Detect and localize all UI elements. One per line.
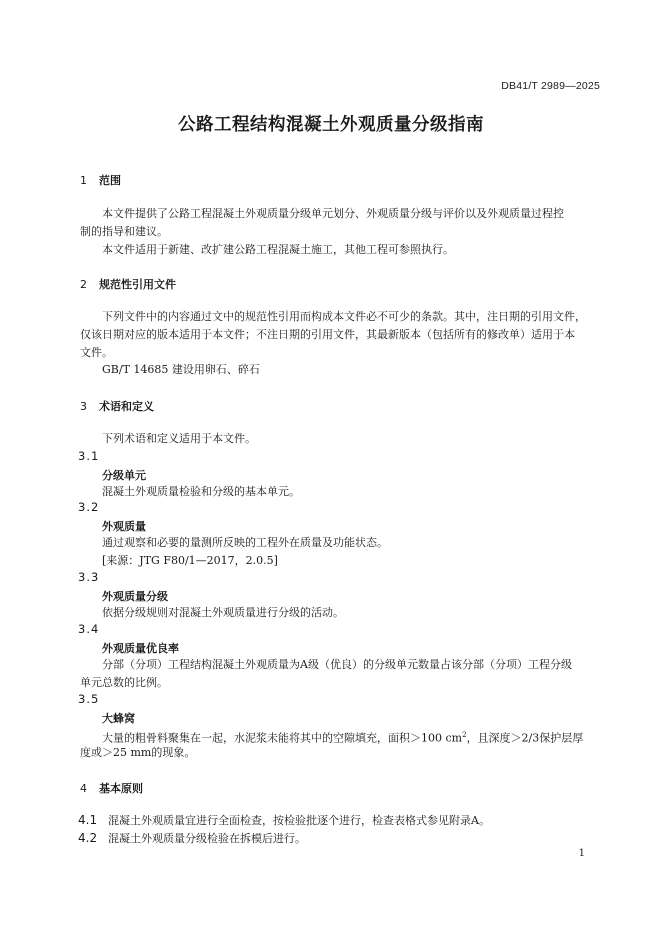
- term-name: 外观质量分级: [102, 590, 168, 603]
- section-number: 3: [80, 400, 87, 413]
- clause-4-1: [78, 812, 490, 828]
- definition-text: ，且深度＞2/3保护层厚: [466, 731, 584, 745]
- section-title: 术语和定义: [99, 400, 154, 413]
- paragraph: 下列术语和定义适用于本文件。: [102, 432, 256, 445]
- term-definition: 通过观察和必要的量测所反映的工程外在质量及功能状态。: [102, 536, 388, 549]
- clause-4-2: [78, 830, 306, 846]
- paragraph: 本文件适用于新建、改扩建公路工程混凝土施工，其他工程可参照执行。: [102, 243, 454, 256]
- term-number: 3.3: [78, 570, 100, 584]
- term-definition-cont: 单元总数的比例。: [80, 676, 168, 689]
- section-number: 4: [80, 782, 87, 795]
- term-definition: 依据分级规则对混凝土外观质量进行分级的活动。: [102, 606, 344, 619]
- term-name: 外观质量: [102, 520, 146, 533]
- paragraph-cont: 文件。: [80, 346, 113, 359]
- section-4-heading: [80, 780, 143, 796]
- paragraph-cont: 制的指导和建议。: [80, 225, 168, 238]
- term-definition: 分部（分项）工程结构混凝土外观质量为A级（优良）的分级单元数量占该分部（分项）工程分级: [102, 658, 572, 671]
- term-number: 3.1: [78, 449, 100, 463]
- clause-text: 混凝土外观质量分级检验在拆模后进行。: [108, 832, 306, 845]
- term-definition-cont: 度或＞25 mm的现象。: [80, 746, 196, 759]
- definition-text: 大量的粗骨料聚集在一起，水泥浆未能将其中的空隙填充，面积＞100 cm: [102, 731, 463, 745]
- section-number: 1: [80, 174, 87, 187]
- section-2-heading: [80, 276, 176, 292]
- paragraph-cont: 仅该日期对应的版本适用于本文件；不注日期的引用文件，其最新版本（包括所有的修改单）适用于本: [80, 328, 575, 341]
- paragraph: 本文件提供了公路工程混凝土外观质量分级单元划分、外观质量分级与评价以及外观质量过程控: [102, 207, 564, 220]
- section-title: 基本原则: [99, 782, 143, 795]
- section-title: 范围: [99, 174, 121, 187]
- term-source: [来源：JTG F80/1—2017，2.0.5]: [102, 554, 278, 567]
- term-name: 大蜂窝: [102, 712, 135, 725]
- term-number: 3.2: [78, 500, 100, 514]
- normative-reference: GB/T 14685 建设用卵石、碎石: [102, 363, 260, 376]
- superscript: 2: [462, 731, 467, 739]
- term-number: 3.4: [78, 622, 100, 636]
- term-name: 外观质量优良率: [102, 642, 179, 655]
- term-name: 分级单元: [102, 469, 146, 482]
- document-title: 公路工程结构混凝土外观质量分级指南: [178, 115, 484, 135]
- clause-text: 混凝土外观质量宜进行全面检查，按检验批逐个进行，检查表格式参见附录A。: [108, 814, 490, 827]
- section-3-heading: [80, 398, 154, 414]
- clause-number: 4.2: [78, 831, 98, 845]
- paragraph: 下列文件中的内容通过文中的规范性引用而构成本文件必不可少的条款。其中，注日期的引用文件，: [102, 310, 586, 323]
- term-definition: 混凝土外观质量检验和分级的基本单元。: [102, 485, 300, 498]
- section-title: 规范性引用文件: [99, 278, 176, 291]
- section-1-heading: [80, 172, 121, 188]
- standard-code: DB41/T 2989—2025: [501, 80, 600, 92]
- page-number: 1: [578, 848, 585, 859]
- term-number: 3.5: [78, 692, 100, 706]
- clause-number: 4.1: [78, 813, 98, 827]
- section-number: 2: [80, 278, 87, 291]
